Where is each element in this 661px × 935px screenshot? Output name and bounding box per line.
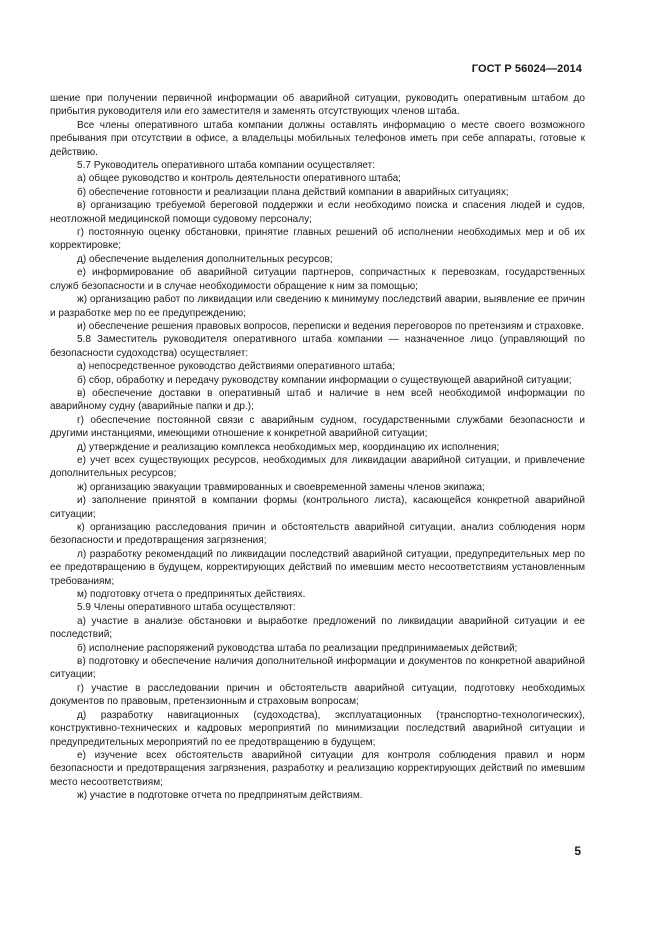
paragraph: шение при получении первичной информации об аварийной ситуации, руководить оперативным штабом до прибытия руководителя или его заместителя и заменять отсутствующих членов штаба. [50,93,585,118]
paragraph: е) информирование об аварийной ситуации партнеров, сопричастных к перевозкам, государственных служб безопасности и в случае необходимости обращение к ним за помощью; [50,267,585,292]
paragraph: 5.7 Руководитель оперативного штаба компании осуществляет: [77,160,376,172]
paragraph: г) обеспечение постоянной связи с аварийным судном, государственными службами безопасности и другими инстанциями, имеющими отношение к конкретной аварийной ситуации; [50,414,585,440]
paragraph: б) исполнение распоряжений руководства штаба по реализации предпринимаемых действий; [77,642,518,654]
paragraph: г) постоянную оценку обстановки, принятие главных решений об исполнении необходимых мер и об их корректировке; [50,227,585,252]
paragraph: 5.8 Заместитель руководителя оперативного штаба компании — назначенное лицо (управляющий по безопасности судоходства) осуществляет: [50,334,585,359]
paragraph: д) обеспечение выделения дополнительных ресурсов; [77,253,333,265]
paragraph: и) обеспечение решения правовых вопросов, переписки и ведения переговоров по претензиям и страховке. [77,320,585,332]
paragraph: в) обеспечение доставки в оперативный штаб и наличие в нем всей необходимой информации по аварийному судну (аварийные папки и др.); [50,387,585,413]
paragraph: б) обеспечение готовности и реализации плана действий компании в аварийных ситуациях; [77,186,509,198]
paragraph: Все члены оперативного штаба компании должны оставлять информацию о месте своего возможного пребывания при отсутствии в офисе, а владельцы мобильных телефонов иметь при себе аппараты, готовые к действию. [50,119,585,158]
paragraph: е) учет всех существующих ресурсов, необходимых для ликвидации аварийной ситуации, и привлечение дополнительных ресурсов; [50,454,585,480]
paragraph: м) подготовку отчета о предпринятых действиях. [77,589,306,601]
paragraph: и) заполнение принятой в компании формы (контрольного листа), касающейся конкретной аварийной ситуации; [50,495,585,520]
paragraph: е) изучение всех обстоятельств аварийной ситуации для контроля соблюдения правил и норм безопасности и предотвращения загрязнения, разработку и реализацию корректирующих действий по имевшим место несоответствиям; [50,749,585,788]
paragraph: д) утверждение и реализацию комплекса необходимых мер, координацию их исполнения; [77,441,500,453]
document-body [50,92,585,803]
paragraph: б) сбор, обработку и передачу руководству компании информации о существующей аварийной ситуации; [77,374,572,386]
paragraph: в) организацию требуемой береговой поддержки и если необходимо поиска и спасения людей и судов, неотложной медицинской помощи судовому персоналу; [50,200,585,225]
paragraph: ж) организацию эвакуации травмированных и своевременной замены членов экипажа; [77,481,485,493]
paragraph: к) организацию расследования причин и обстоятельств аварийной ситуации, анализ соблюдения норм безопасности и предотвращения загрязнения; [50,522,585,547]
paragraph: д) разработку навигационных (судоходства), эксплуатационных (транспортно-технологических), конструктивно-технических и кадровых мероприятий по минимизации последствий аварийной ситуации и предупредительных мероприятий по ее предотвращению в будущем; [50,709,585,748]
paragraph: а) участие в анализе обстановки и выработке предложений по ликвидации аварийной ситуации и ее последствий; [50,615,585,641]
paragraph: ж) организацию работ по ликвидации или сведению к минимуму последствий аварии, выявление ее причин и разработке мер по ее предупреждению; [50,294,585,319]
page-number: 5 [574,844,581,858]
document-header: ГОСТ Р 56024—2014 [471,63,582,75]
paragraph: л) разработку рекомендаций по ликвидации последствий аварийной ситуации, предупредительных мер по ее предотвращению в будущем, корректирующих действий по имевшим место несоответствиям установленным требованиям; [50,548,585,587]
paragraph: 5.9 Члены оперативного штаба осуществляют: [77,602,296,614]
paragraph: а) непосредственное руководство действиями оперативного штаба; [77,361,396,373]
paragraph: г) участие в расследовании причин и обстоятельств аварийной ситуации, подготовку необходимых документов по правовым, претензионным и страховым вопросам; [50,682,585,708]
paragraph: в) подготовку и обеспечение наличия дополнительной информации и документов по конкретной аварийной ситуации; [50,656,585,681]
paragraph: ж) участие в подготовке отчета по предпринятым действиям. [77,790,363,802]
paragraph: а) общее руководство и контроль деятельности оперативного штаба; [77,173,401,185]
